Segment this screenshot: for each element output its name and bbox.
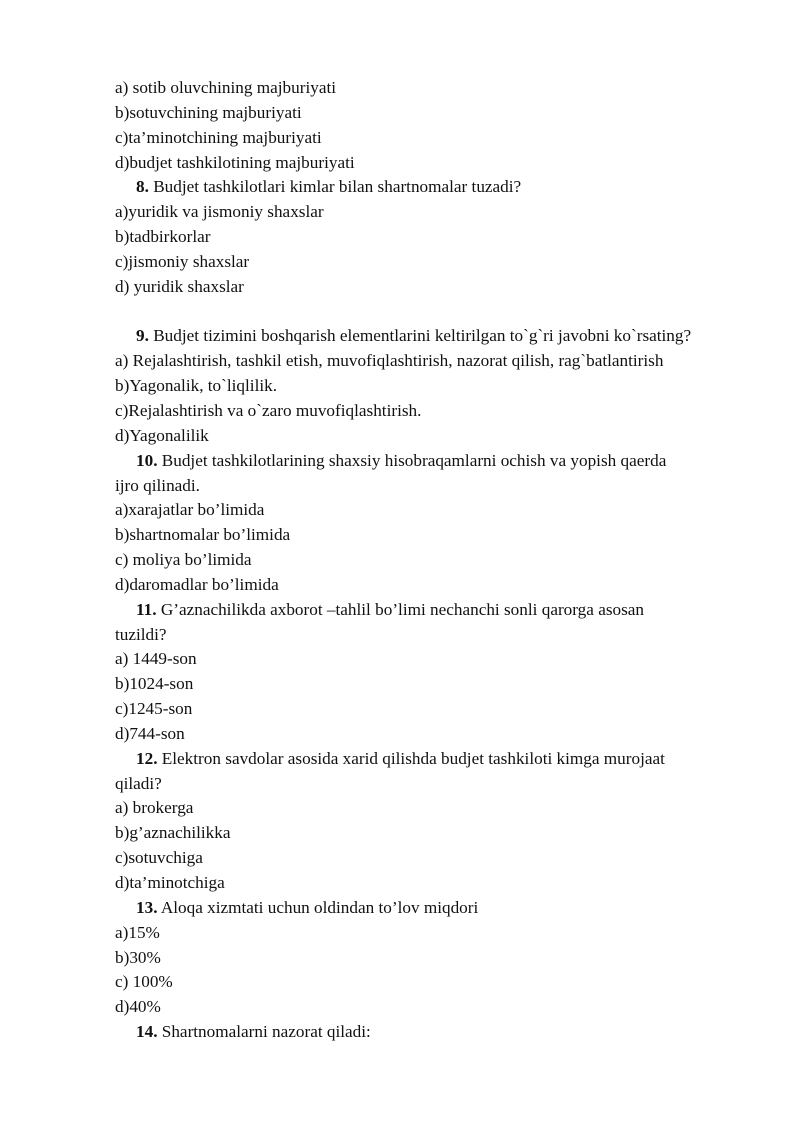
question-11 — [115, 598, 750, 747]
question-stem: Shartnomalarni nazorat qiladi: — [157, 1022, 371, 1042]
option-b: b)g’aznachilikka — [115, 823, 231, 843]
question-stem: Budjet tashkilotlarining shaxsiy hisobraqamlarni ochish va yopish qaerda — [157, 450, 667, 470]
option-d: d)40% — [115, 997, 161, 1017]
question-11-text — [115, 598, 750, 623]
question-12-text-cont: qiladi? — [115, 773, 162, 793]
option-d: d)ta’minotchiga — [115, 873, 225, 892]
question-14 — [115, 1020, 750, 1045]
option-a: a) 1449-son — [115, 649, 197, 669]
question-12 — [115, 747, 750, 896]
question-number: 14. — [136, 1022, 158, 1042]
option-b: b)30% — [115, 947, 161, 967]
option-b: b)Yagonalik, to`liqlilik. — [115, 376, 278, 396]
question-number: 8. — [136, 177, 149, 197]
question-14-text — [115, 1020, 750, 1045]
option-a: a) brokerga — [115, 798, 194, 818]
option-d: d)Yagonalilik — [115, 425, 209, 445]
question-number: 11. — [136, 599, 157, 619]
option-a: a)xarajatlar bo’limida — [115, 500, 265, 520]
question-number: 12. — [136, 748, 158, 768]
option-a: a) sotib oluvchining majburiyati — [115, 78, 337, 97]
option-c: c)Rejalashtirish va o`zaro muvofiqlashtirish. — [115, 400, 422, 420]
blank-line — [115, 300, 750, 325]
question-stem: Budjet tashkilotlari kimlar bilan shartnomalar tuzadi? — [148, 177, 522, 197]
option-b: b)1024-son — [115, 674, 194, 694]
option-b: b)sotuvchining majburiyati — [115, 102, 302, 122]
question-10-text — [115, 449, 750, 474]
question-13-text — [115, 896, 750, 921]
option-c: c) moliya bo’limida — [115, 550, 252, 570]
question-8-text — [115, 175, 750, 200]
option-a: a)15% — [115, 922, 160, 942]
option-a: a) Rejalashtirish, tashkil etish, muvofiqlashtirish, nazorat qilish, rag`batlantirish — [115, 351, 664, 371]
option-c: c)sotuvchiga — [115, 848, 203, 868]
question-stem: Aloqa xizmtati uchun oldindan to’lov miqdori — [157, 897, 479, 917]
option-c: c) 100% — [115, 972, 173, 992]
question-number: 10. — [136, 450, 158, 470]
option-c: c)ta’minotchining majburiyati — [115, 127, 322, 147]
option-b: b)shartnomalar bo’limida — [115, 525, 291, 545]
question-stem: Budjet tizimini boshqarish elementlarini keltirilgan to`g`ri javobni ko`rsating? — [148, 326, 692, 346]
option-b: b)tadbirkorlar — [115, 227, 211, 247]
option-d: d) yuridik shaxslar — [115, 276, 244, 296]
question-7-options — [115, 76, 750, 175]
option-c: c)jismoniy shaxslar — [115, 251, 250, 271]
question-stem: Elektron savdolar asosida xarid qilishda budjet tashkiloti kimga murojaat — [157, 748, 665, 768]
question-13 — [115, 896, 750, 1020]
option-d: d)744-son — [115, 723, 185, 743]
question-number: 13. — [136, 897, 158, 917]
question-10-text-cont: ijro qilinadi. — [115, 475, 200, 495]
option-d: d)daromadlar bo’limida — [115, 574, 279, 594]
question-8 — [115, 175, 750, 299]
option-c: c)1245-son — [115, 699, 193, 719]
question-number: 9. — [136, 326, 149, 346]
question-9 — [115, 324, 750, 448]
question-stem: G’aznachilikda axborot –tahlil bo’limi nechanchi sonli qarorga asosan — [156, 599, 645, 619]
question-10 — [115, 449, 750, 598]
option-d: d)budjet tashkilotining majburiyati — [115, 152, 355, 172]
question-12-text — [115, 747, 750, 772]
question-9-text — [115, 324, 750, 349]
question-11-text-cont: tuzildi? — [115, 624, 167, 644]
option-a: a)yuridik va jismoniy shaxslar — [115, 202, 324, 222]
